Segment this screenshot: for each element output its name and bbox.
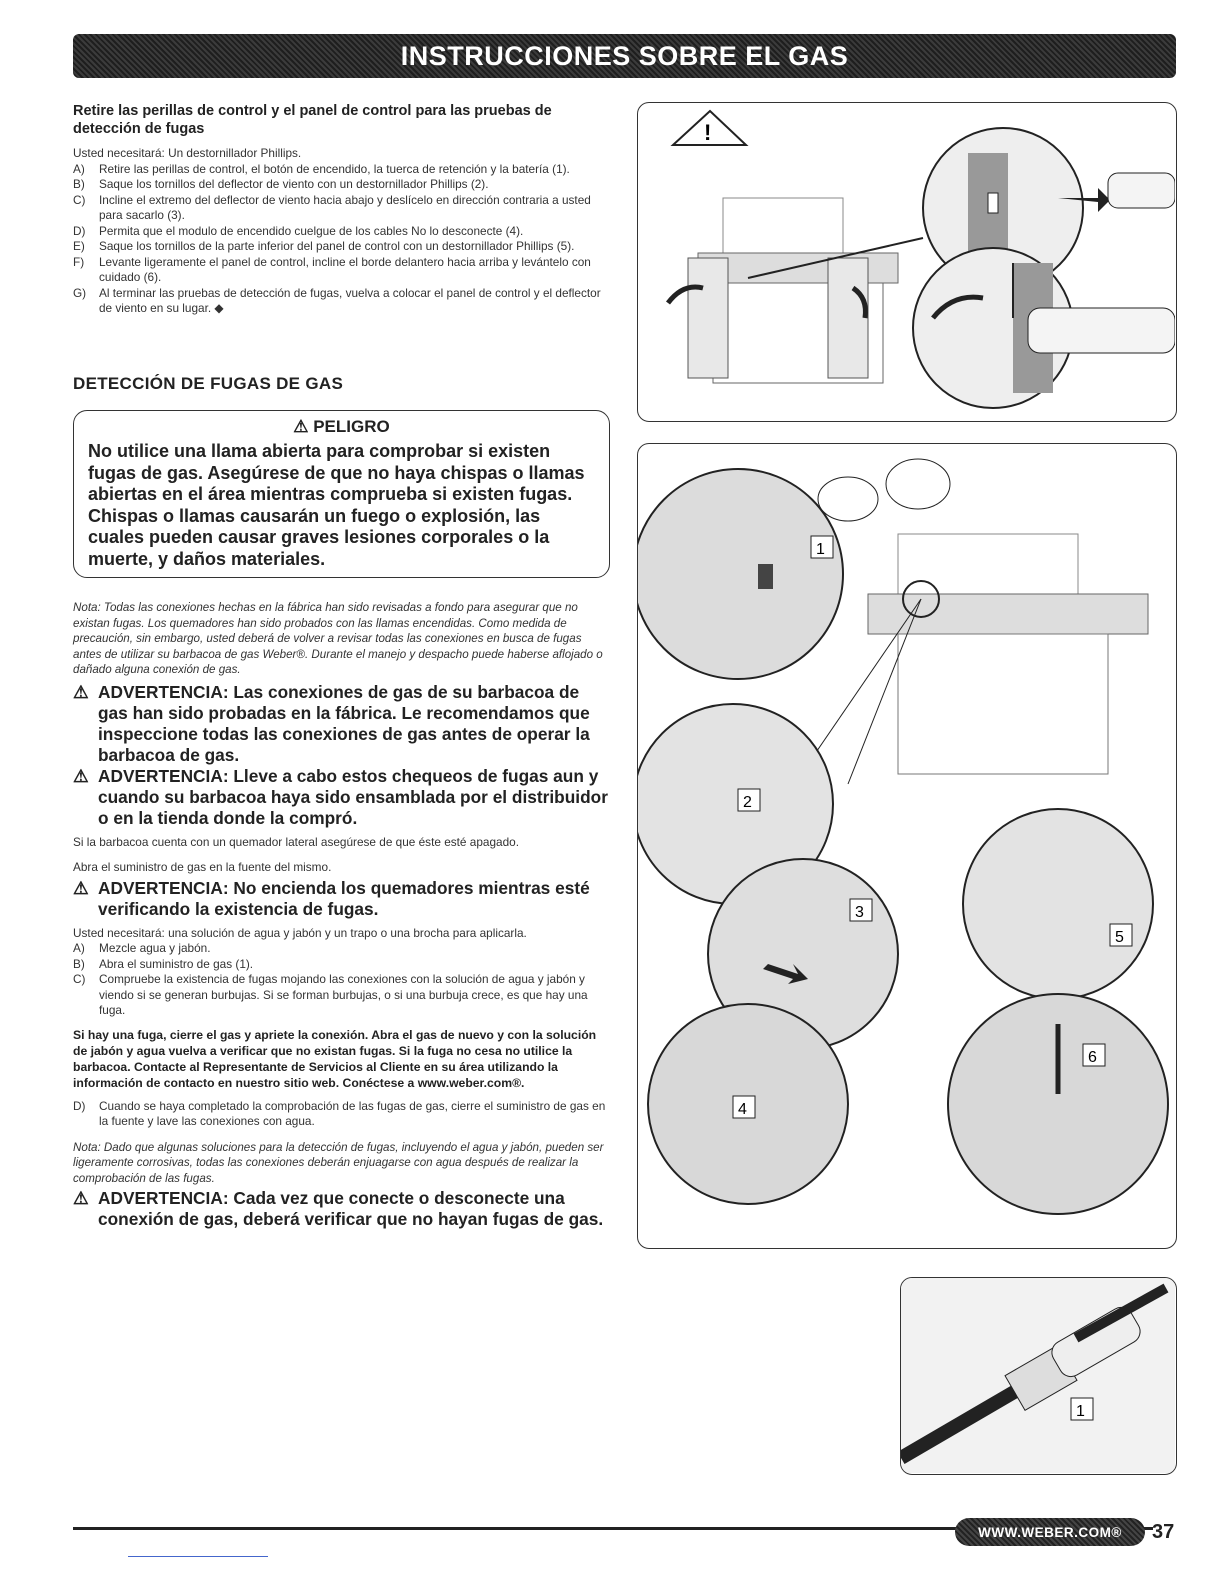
- detail-circle-panel-screw: [963, 809, 1153, 999]
- callout-3: 3: [855, 904, 864, 921]
- danger-box: [73, 410, 610, 578]
- callout-5: 5: [1115, 929, 1124, 946]
- control-knob: [818, 477, 878, 521]
- list-item: C) Incline el extremo del deflector de viento hacia abajo y deslícelo en dirección contraria a usted para sacarlo (3).: [73, 192, 591, 222]
- corrosive-note: Nota: Dado que algunas soluciones para la detección de fugas, incluyendo el agua y jabón, pueden ser ligeramente corrosivas, todas las conexiones deberán enjuagarse con agua después de realizar la comprobación de las fugas.: [73, 1140, 604, 1185]
- warning-triangle-icon: ⚠: [73, 765, 89, 786]
- footer-underline: [128, 1556, 268, 1557]
- leak-check-section: [73, 600, 613, 1230]
- retaining-nut: [886, 459, 950, 509]
- list-item: A) Retire las perillas de control, el botón de encendido, la tuerca de retención y la batería (1).: [73, 161, 570, 176]
- warning-factory-tested: ⚠ ADVERTENCIA: Las conexiones de gas de su barbacoa de gas han sido probadas en la fábrica. Le recomendamos que inspeccione todas las conexiones de gas antes de operar la barbacoa de gas.: [73, 681, 590, 765]
- leak-detection-title: DETECCIÓN DE FUGAS DE GAS: [73, 374, 344, 393]
- leak-step-d: [73, 1099, 613, 1130]
- list-item: D) Permita que el modulo de encendido cuelgue de los cables No lo desconecte (4).: [73, 223, 524, 238]
- warning-triangle-icon: ⚠: [73, 1188, 89, 1208]
- remove-section-title: Retire las perillas de control y el panel de control para las pruebas de detección de fugas: [73, 103, 552, 137]
- control-panel-removal-illustration: [638, 444, 1175, 1247]
- illustration-panel-hose: [900, 1277, 1177, 1475]
- website-url: WWW.WEBER.COM®: [978, 1524, 1122, 1540]
- screwdriver-handle: [1028, 308, 1175, 353]
- callout-6: 6: [1088, 1049, 1097, 1066]
- callout-1: 1: [1076, 1403, 1085, 1420]
- list-item: D) Cuando se haya completado la comprobación de las fugas de gas, cierre el suministro de gas en la fuente y lave las conexiones con agua.: [73, 1098, 606, 1128]
- danger-heading: ⚠ PELIGRO: [293, 417, 390, 436]
- list-item: F) Levante ligeramente el panel de control, incline el borde delantero hacia arriba y levántelo con cuidado (6).: [73, 254, 591, 284]
- page-number: 37: [1152, 1521, 1175, 1543]
- side-burner-text: Si la barbacoa cuenta con un quemador lateral asegúrese de que éste esté apagado.: [73, 834, 519, 849]
- remove-section-intro: Usted necesitará: Un destornillador Phillips.: [73, 146, 302, 160]
- grill-lid: [723, 198, 843, 258]
- warning-no-ignite: ⚠ ADVERTENCIA: No encienda los quemadores mientras esté verificando la existencia de fugas.: [73, 877, 590, 919]
- page-title: INSTRUCCIONES SOBRE EL GAS: [400, 40, 849, 71]
- remove-controls-section: [73, 102, 613, 317]
- list-item: B) Saque los tornillos del deflector de viento con un destornillador Phillips (2).: [73, 177, 489, 191]
- list-item: C) Compruebe la existencia de fugas mojando las conexiones con la solución de agua y jabón y viendo si se generan burbujas. Si se forman burbujas, o si una burbuja crece, es que hay una fuga.: [73, 972, 588, 1017]
- warning-dealer-assembled: ⚠ ADVERTENCIA: Lleve a cabo estos chequeos de fugas aun y cuando su barbacoa haya sido ensamblada por el distribuidor o en la tienda donde la compró.: [73, 765, 608, 828]
- page-header-banner: [73, 34, 1176, 78]
- remove-steps-list: [73, 162, 613, 317]
- list-item: E) Saque los tornillos de la parte inferior del panel de control con un destornillador Phillips (5).: [73, 239, 575, 253]
- illustration-panel-knobs: [637, 102, 1177, 422]
- svg-text:!: !: [704, 120, 712, 145]
- warning-triangle-icon: ⚠: [73, 877, 89, 898]
- detail-circle-knob: [638, 469, 843, 679]
- grill-door-illustration: [638, 103, 1175, 420]
- website-link[interactable]: [955, 1518, 1145, 1546]
- screwdriver-handle: [1108, 173, 1175, 208]
- list-item: A) Mezcle agua y jabón.: [73, 941, 211, 955]
- warning-connect-disconnect: ⚠ ADVERTENCIA: Cada vez que conecte o desconecte una conexión de gas, deberá verificar que no hayan fugas de gas.: [73, 1188, 604, 1229]
- warning-triangle-icon: ⚠: [73, 681, 89, 702]
- callout-2: 2: [743, 794, 752, 811]
- gas-hose-connection-illustration: [901, 1278, 1175, 1473]
- open-supply-text: Abra el suministro de gas en la fuente del mismo.: [73, 860, 332, 874]
- leak-found-instructions: Si hay una fuga, cierre el gas y apriete la conexión. Abra el gas de nuevo y con la solución de jabón y agua vuelva a verificar que no existan fugas. Si la fuga no cesa no utilice la barbacoa. Contacte al Representante de Servicios al Cliente en su área utilizando la información de contacto en nuestro sitio web. Conéctese a www.weber.com®.: [73, 1027, 597, 1090]
- list-item: G) Al terminar las pruebas de detección de fugas, vuelva a colocar el panel de control y el deflector de viento en su lugar. ◆: [73, 285, 601, 315]
- grill-cart: [898, 634, 1108, 774]
- left-door: [688, 258, 728, 378]
- factory-note: Nota: Todas las conexiones hechas en la fábrica han sido revisadas a fondo para asegurar que no existan fugas. Los quemadores han sido probados con las llamas encendidas. Como medida de precaución, sin embargo, usted deberá de volver a revisar todas las conexiones en busca de fugas antes de utilizar su barbacoa de gas Weber®. Durante el manejo y despacho puede haberse aflojado o dañado alguna conexión de gas.: [73, 601, 603, 676]
- leak-steps-list: [73, 941, 613, 1019]
- callout-4: 4: [738, 1101, 747, 1118]
- leak-steps-intro: Usted necesitará: una solución de agua y jabón y un trapo o una brocha para aplicarla.: [73, 925, 527, 940]
- callout-1: 1: [816, 541, 825, 558]
- illustration-panel-steps: [637, 443, 1177, 1249]
- danger-text: No utilice una llama abierta para comprobar si existen fugas de gas. Asegúrese de que no haya chispas o llamas abiertas en el área mientras comprueba si existen fugas. Chispas o llamas causarán un fuego o explosión, las cuales pueden causar graves lesiones corporales o la muerte, y daños materiales.: [88, 441, 585, 569]
- right-door: [828, 258, 868, 378]
- list-item: B) Abra el suministro de gas (1).: [73, 956, 254, 971]
